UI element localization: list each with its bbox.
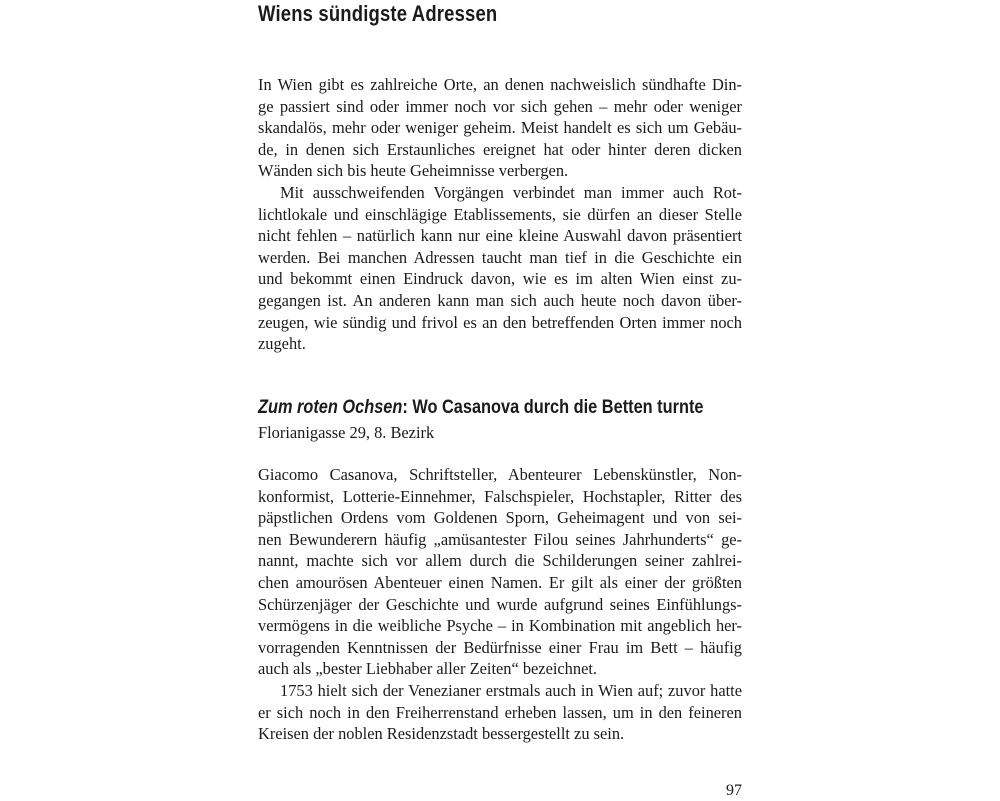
text-line: lichtlokale und einschlägige Etablissements, sie dürfen an dieser Stelle xyxy=(258,204,742,224)
text-line: werden. Bei manchen Adressen taucht man tief in die Geschichte ein xyxy=(258,247,742,267)
text-line: päpstlichen Ordens vom Goldenen Sporn, Geheimagent und von sei- xyxy=(258,508,742,528)
section-address: Florianigasse 29, 8. Bezirk xyxy=(258,423,435,442)
text-line: zeugen, wie sündig und frivol es an den betreffenden Orten immer noch xyxy=(258,312,742,332)
intro-paragraph-2 xyxy=(258,182,742,355)
page-number: 97 xyxy=(726,782,742,799)
chapter-title: Wiens sündigste Adressen xyxy=(258,1,498,26)
text-line: nannt, machte sich vor allem durch die Schilderungen seiner zahlrei- xyxy=(258,551,742,571)
section-text xyxy=(258,464,742,745)
text-line: zugeht. xyxy=(258,334,306,354)
text-line: vorragenden Kenntnissen der Bedürfnisse einer Frau im Bett – häufig xyxy=(258,637,742,657)
text-line: ge passiert sind oder immer noch vor sich gehen – mehr oder weniger xyxy=(258,96,742,116)
text-line: auch als „bester Liebhaber aller Zeiten“ bezeichnet. xyxy=(258,659,598,679)
text-line: Mit ausschweifenden Vorgängen verbindet man immer auch Rot- xyxy=(280,182,742,202)
text-line: Giacomo Casanova, Schriftsteller, Abenteurer Lebenskünstler, Non- xyxy=(258,465,742,484)
section-heading xyxy=(258,396,703,420)
text-line: chen amourösen Abenteuer einen Namen. Er gilt als einer der größten xyxy=(258,572,742,592)
text-line: nen Bewunderern häufig „amüsantester Filou seines Jahrhunderts“ ge- xyxy=(258,529,742,549)
section-heading-place: Zum roten Ochsen xyxy=(258,397,403,418)
text-line: 1753 hielt sich der Venezianer erstmals auch in Wien auf; zuvor hatte xyxy=(280,680,742,700)
text-line: Kreisen der noblen Residenzstadt bessergestellt zu sein. xyxy=(258,724,625,744)
text-line: Wänden sich bis heute Geheimnisse verbergen. xyxy=(258,161,569,181)
section-paragraph-1 xyxy=(258,464,742,680)
section-paragraph-2 xyxy=(258,680,742,745)
text-line: er sich noch in den Freiherrenstand erheben lassen, um in den feineren xyxy=(258,702,742,722)
text-line: de, in denen sich Erstaunliches ereignet hat oder hinter deren dicken xyxy=(258,139,742,159)
text-line: skandalös, mehr oder weniger geheim. Meist handelt es sich um Gebäu- xyxy=(258,118,742,138)
text-line: gegangen ist. An anderen kann man sich auch heute noch davon über- xyxy=(258,290,742,310)
text-line: nicht fehlen – natürlich kann nur eine kleine Auswahl davon präsentiert xyxy=(258,226,742,246)
text-line: vermögens in die weibliche Psyche – in Kombination mit angeblich her- xyxy=(258,616,742,636)
text-line: und bekommt einen Eindruck davon, wie es im alten Wien einst zu- xyxy=(258,269,742,289)
intro-paragraph-1 xyxy=(258,74,742,182)
section-heading-rest: : Wo Casanova durch die Betten turnte xyxy=(402,397,704,418)
text-line: Schürzenjäger der Geschichte und wurde aufgrund seines Einfühlungs- xyxy=(258,594,742,614)
text-line: konformist, Lotterie-Einnehmer, Falschspieler, Hochstapler, Ritter des xyxy=(258,486,742,506)
text-line: In Wien gibt es zahlreiche Orte, an denen nachweislich sündhafte Din- xyxy=(258,75,742,94)
intro-text xyxy=(258,74,742,355)
